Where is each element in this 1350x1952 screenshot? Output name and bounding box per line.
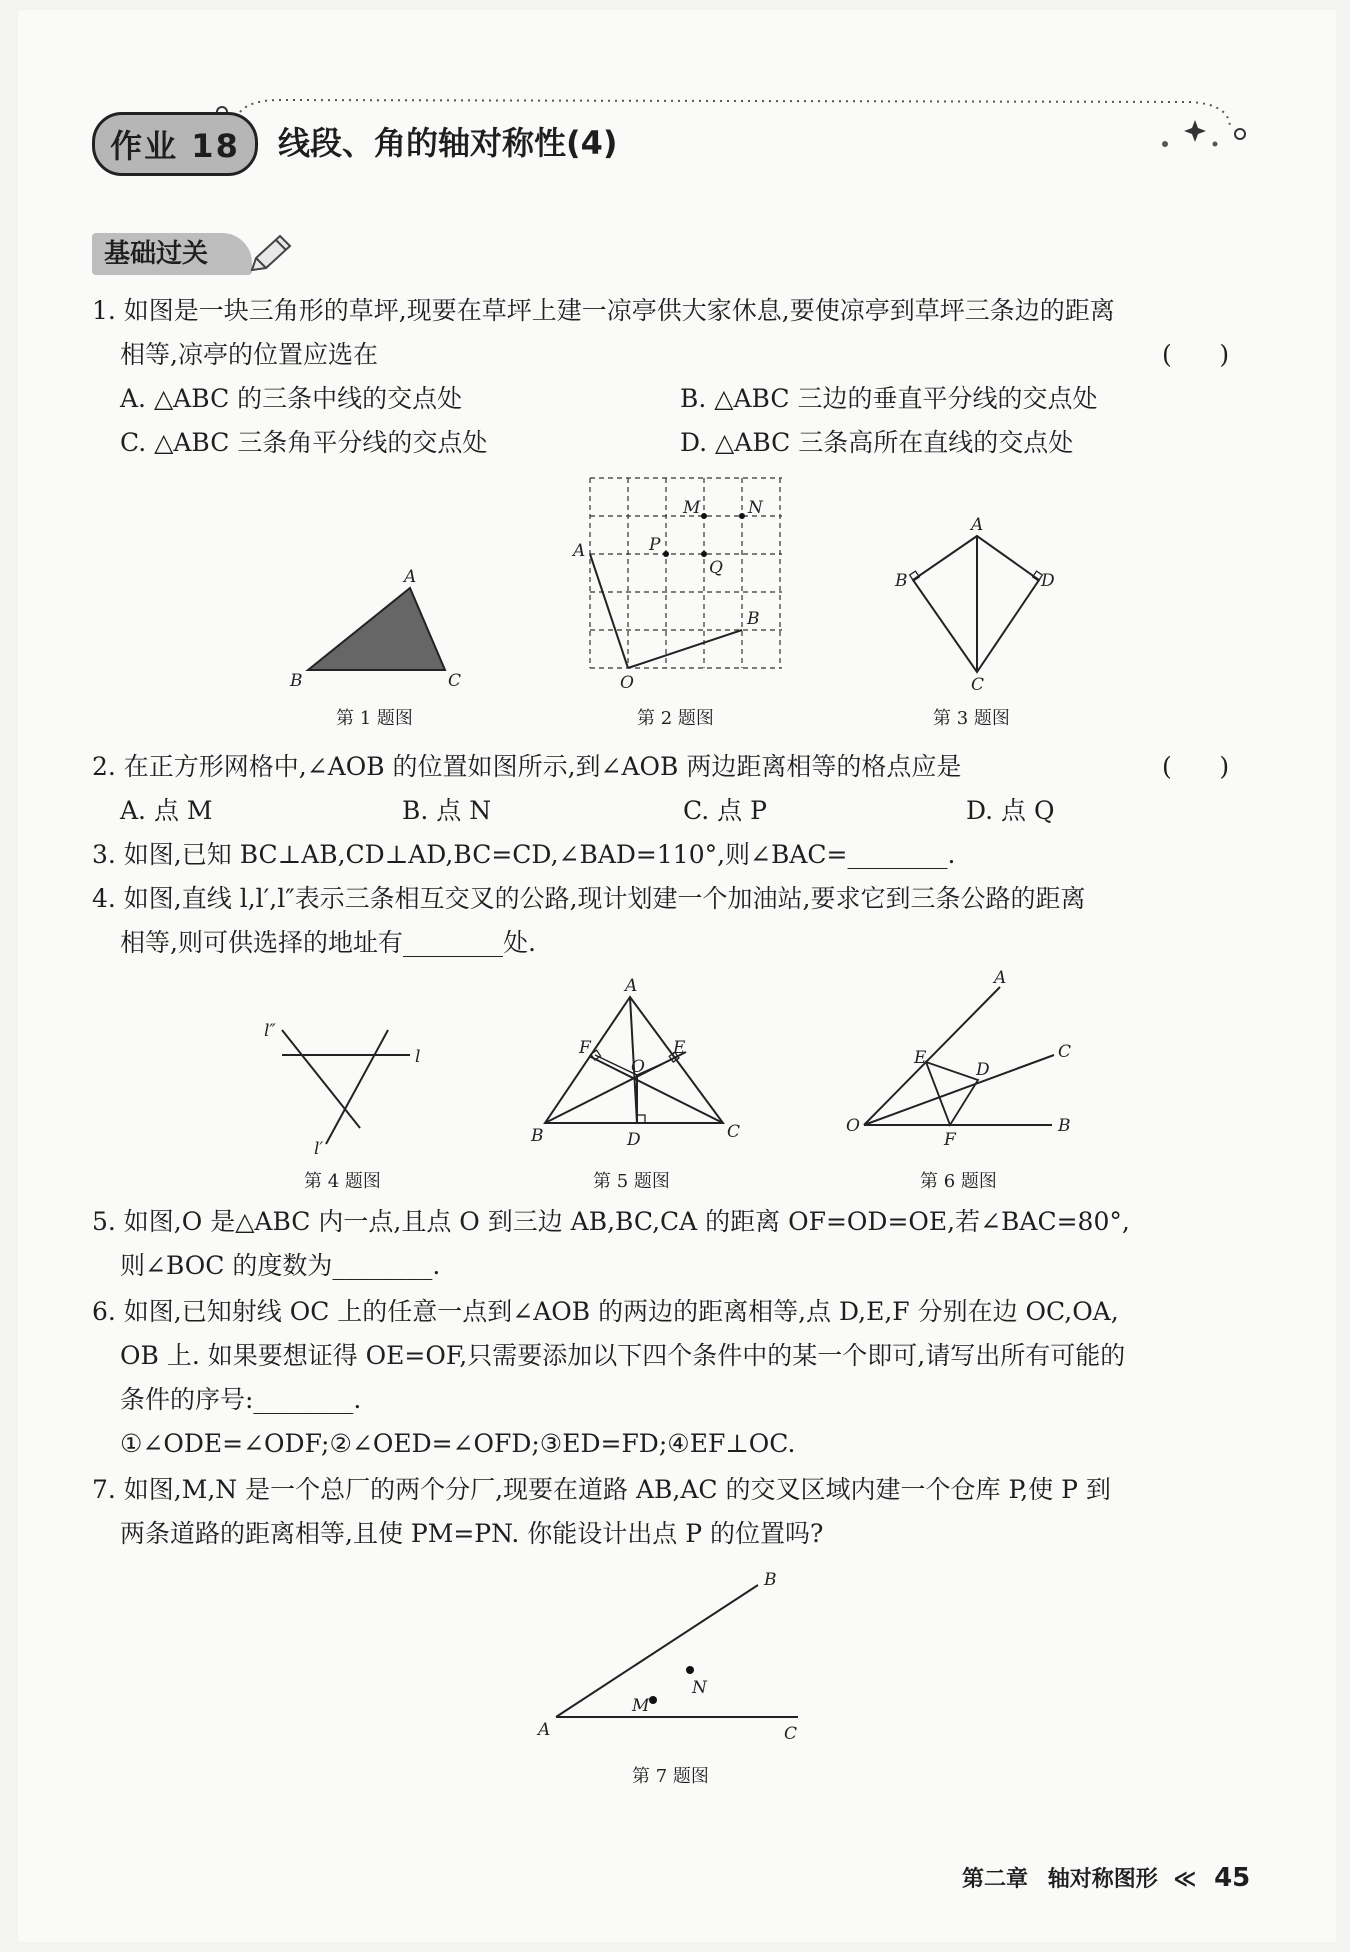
q7-line1: 7. 如图,M,N 是一个总厂的两个分厂,现要在道路 AB,AC 的交叉区域内建一个仓库 P,使 P 到 [92,1475,1111,1504]
fig4-caption: 第 4 题图 [304,1171,381,1192]
fig2-label-q: Q [709,558,723,578]
fig5-label-f: F [579,1038,591,1058]
q6-line2: OB 上. 如果要想证得 OE=OF,只需要添加以下四个条件中的某一个即可,请写出所有可能的 [120,1341,1126,1370]
figure-3 [885,512,1060,697]
fig3-label-d: D [1041,571,1055,591]
fig6-caption: 第 6 题图 [920,1171,997,1192]
section-tag: 基础过关 [92,233,252,275]
footer-chapter: 第二章 [962,1867,1029,1892]
fig3-label-b: B [895,571,908,591]
fig2-label-p: P [649,535,661,555]
q1-line2: 相等,凉亭的位置应选在 [120,340,378,369]
fig3-label-a: A [971,515,984,535]
q5-line2: 则∠BOC 的度数为________. [120,1251,441,1280]
figure-6 [840,965,1090,1160]
fig6-label-e: E [914,1048,927,1068]
fig5-label-c: C [727,1122,741,1142]
fig6-label-a: A [994,968,1007,988]
q1-answer-paren: ( ) [1162,340,1230,369]
fig2-caption: 第 2 题图 [637,708,714,729]
footer-topic: 轴对称图形 [1047,1867,1158,1892]
fig2-label-a: A [573,541,586,561]
page-footer [962,1862,1250,1893]
fig7-label-c: C [784,1724,798,1744]
figure-2 [565,470,800,700]
q4-line2: 相等,则可供选择的地址有________处. [120,928,536,957]
q1-option-b: B. △ABC 三边的垂直平分线的交点处 [680,384,1098,413]
fig4-label-l: l [415,1047,421,1067]
figure-5 [525,975,750,1160]
fig5-caption: 第 5 题图 [593,1171,670,1192]
q2-option-a: A. 点 M [120,796,213,825]
fig7-caption: 第 7 题图 [632,1766,709,1787]
fig2-label-o: O [620,673,634,693]
q7-line2: 两条道路的距离相等,且使 PM=PN. 你能设计出点 P 的位置吗? [120,1519,824,1548]
fig1-label-c: C [448,671,462,690]
fig1-caption: 第 1 题图 [336,708,413,729]
fig5-label-o: O [631,1057,645,1077]
q6-line3: 条件的序号:________. [120,1385,362,1414]
figure-4 [260,1010,435,1160]
q2-option-d: D. 点 Q [966,796,1055,825]
q1-option-a: A. △ABC 的三条中线的交点处 [120,384,463,413]
pencil-icon [246,232,296,278]
fig5-label-d: D [627,1130,641,1150]
fig6-label-d: D [976,1060,990,1080]
q2-line1: 2. 在正方形网格中,∠AOB 的位置如图所示,到∠AOB 两边距离相等的格点应是 [92,752,962,781]
q2-answer-paren: ( ) [1162,752,1230,781]
fig6-label-c: C [1058,1042,1072,1062]
fig5-label-a: A [625,976,638,996]
page-title: 线段、角的轴对称性(4) [278,124,618,162]
footer-arrows-icon: ≪ [1173,1867,1197,1892]
fig1-label-a: A [404,567,417,587]
figure-7 [530,1565,810,1745]
fig5-label-b: B [531,1126,544,1146]
q6-line4: ①∠ODE=∠ODF;②∠OED=∠OFD;③ED=FD;④EF⊥OC. [120,1429,796,1458]
homework-badge: 作业 18 [92,112,258,176]
fig7-label-n: N [692,1678,707,1698]
fig7-label-b: B [764,1570,777,1590]
q2-option-b: B. 点 N [402,796,492,825]
fig7-label-m: M [632,1696,650,1716]
fig6-label-f: F [944,1130,956,1150]
fig2-label-n: N [748,498,763,518]
fig3-caption: 第 3 题图 [933,708,1010,729]
q1-option-d: D. △ABC 三条高所在直线的交点处 [680,428,1074,457]
q3-line1: 3. 如图,已知 BC⊥AB,CD⊥AD,BC=CD,∠BAD=110°,则∠BAC=________. [92,840,956,869]
q4-line1: 4. 如图,直线 l,l′,l″表示三条相互交叉的公路,现计划建一个加油站,要求它到三条公路的距离 [92,884,1086,913]
fig4-label-l-double-prime: l″ [264,1021,276,1041]
q2-option-c: C. 点 P [683,796,767,825]
fig2-label-m: M [683,498,701,518]
fig6-label-b: B [1058,1116,1071,1136]
page-number: 45 [1214,1863,1251,1893]
figure-1 [280,560,480,690]
fig7-label-a: A [538,1720,551,1740]
fig4-label-l-prime: l′ [314,1139,324,1159]
q5-line1: 5. 如图,O 是△ABC 内一点,且点 O 到三边 AB,BC,CA 的距离 OF=OD=OE,若∠BAC=80°, [92,1207,1130,1236]
fig3-label-c: C [971,675,985,695]
q1-option-c: C. △ABC 三条角平分线的交点处 [120,428,488,457]
q6-line1: 6. 如图,已知射线 OC 上的任意一点到∠AOB 的两边的距离相等,点 D,E,F 分别在边 OC,OA, [92,1297,1119,1326]
fig5-label-e: E [673,1038,686,1058]
q1-line1: 1. 如图是一块三角形的草坪,现要在草坪上建一凉亭供大家休息,要使凉亭到草坪三条边的距离 [92,296,1115,325]
fig2-label-b: B [747,609,760,629]
fig6-label-o: O [846,1116,860,1136]
fig1-label-b: B [290,671,303,690]
